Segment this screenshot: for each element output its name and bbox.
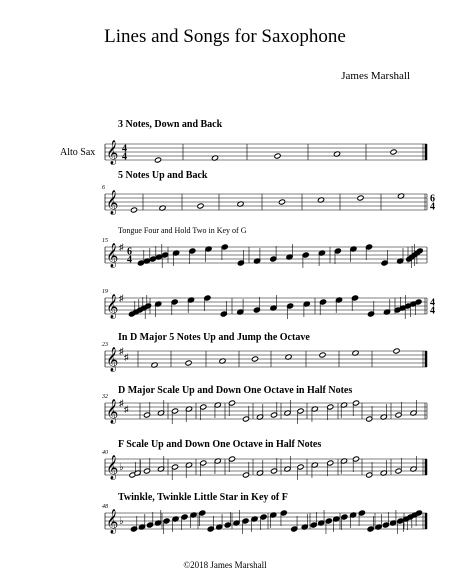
note-head — [130, 526, 137, 532]
section-heading: Twinkle, Twinkle Little Star in Key of F — [118, 492, 288, 503]
note-head — [367, 311, 374, 317]
sharp-icon: ♯ — [124, 352, 129, 362]
note-head — [228, 456, 235, 462]
note-head — [327, 460, 334, 466]
note-head — [366, 416, 373, 422]
treble-clef-icon: 𝄞 — [106, 140, 119, 164]
note-head — [341, 514, 348, 520]
note-head — [416, 248, 423, 254]
note-head — [207, 526, 214, 532]
note-head — [325, 518, 332, 524]
time-signature-bottom: 4 — [127, 254, 132, 266]
note-head — [297, 408, 304, 414]
note-head — [352, 456, 359, 462]
note-head — [365, 244, 372, 250]
note-head — [274, 153, 281, 159]
time-signature-bottom: 4 — [430, 201, 435, 213]
note-head — [171, 299, 178, 305]
time-signature-top: 4 — [430, 297, 435, 309]
note-head — [143, 468, 150, 474]
measure-number: 6 — [102, 185, 105, 191]
note-head — [270, 412, 277, 418]
score-title: Lines and Songs for Saxophone — [104, 26, 346, 47]
note-head — [415, 299, 422, 305]
note-head — [220, 311, 227, 317]
note-head — [242, 416, 249, 422]
note-head — [278, 199, 285, 205]
note-head — [144, 303, 151, 309]
note-head — [358, 510, 365, 516]
note-head — [327, 404, 334, 410]
section-heading: D Major Scale Up and Down One Octave in Half Notes — [118, 385, 353, 396]
flat-icon: ♭ — [119, 462, 124, 473]
instrument-label: Alto Sax — [60, 147, 96, 158]
note-head — [149, 256, 156, 262]
note-head — [395, 412, 402, 418]
note-head — [390, 149, 397, 155]
treble-clef-icon: 𝄞 — [106, 399, 119, 423]
note-head — [395, 468, 402, 474]
note-head — [253, 307, 260, 313]
section-heading: In D Major 5 Notes Up and Jump the Octave — [118, 332, 310, 343]
time-signature-top: 6 — [430, 193, 435, 205]
measure-number: 32 — [102, 394, 108, 400]
note-head — [381, 260, 388, 266]
composer-name: James Marshall — [341, 70, 410, 82]
note-head — [287, 303, 294, 309]
sharp-icon: ♯ — [119, 398, 124, 408]
note-head — [137, 260, 144, 266]
note-head — [199, 510, 206, 516]
note-head — [242, 472, 249, 478]
treble-clef-icon: 𝄞 — [106, 294, 119, 318]
note-head — [291, 526, 298, 532]
time-signature-top: 4 — [122, 143, 127, 155]
note-head — [189, 248, 196, 254]
time-signature-bottom: 4 — [122, 151, 127, 163]
treble-clef-icon: 𝄞 — [106, 509, 119, 533]
note-head — [260, 514, 267, 520]
note-head — [181, 514, 188, 520]
note-head — [200, 404, 207, 410]
note-head — [130, 207, 137, 213]
note-head — [357, 195, 364, 201]
sharp-icon: ♯ — [119, 293, 124, 303]
note-head — [382, 522, 389, 528]
sharp-icon: ♯ — [124, 404, 129, 414]
note-head — [146, 522, 153, 528]
note-head — [270, 256, 277, 262]
note-head — [242, 518, 249, 524]
note-head — [251, 356, 258, 362]
sharp-icon: ♯ — [119, 242, 124, 252]
note-head — [415, 510, 422, 516]
note-head — [319, 352, 326, 358]
note-head — [163, 518, 170, 524]
measure-number: 15 — [102, 238, 108, 244]
note-head — [171, 408, 178, 414]
flat-icon: ♭ — [119, 516, 124, 527]
note-head — [270, 468, 277, 474]
note-head — [237, 260, 244, 266]
note-head — [319, 299, 326, 305]
note-head — [221, 244, 228, 250]
note-head — [302, 252, 309, 258]
note-head — [154, 157, 161, 163]
note-head — [352, 400, 359, 406]
time-signature-top: 6 — [127, 246, 132, 258]
note-head — [224, 522, 231, 528]
copyright-footer: ©2018 James Marshall — [183, 560, 267, 570]
measure-number: 23 — [102, 342, 108, 348]
note-head — [334, 248, 341, 254]
note-head — [185, 360, 192, 366]
note-head — [197, 203, 204, 209]
note-head — [367, 526, 374, 532]
section-heading: 3 Notes, Down and Back — [118, 119, 223, 130]
section-heading: 5 Notes Up and Back — [118, 170, 208, 181]
treble-clef-icon: 𝄞 — [106, 347, 119, 371]
section-heading: F Scale Up and Down One Octave in Half Notes — [118, 439, 322, 450]
note-head — [297, 464, 304, 470]
measure-number: 40 — [102, 450, 108, 456]
treble-clef-icon: 𝄞 — [106, 455, 119, 479]
note-head — [161, 252, 168, 258]
note-head — [204, 295, 211, 301]
time-signature-bottom: 4 — [430, 305, 435, 317]
treble-clef-icon: 𝄞 — [106, 243, 119, 267]
note-head — [366, 472, 373, 478]
measure-number: 19 — [102, 289, 108, 295]
note-head — [393, 348, 400, 354]
note-head — [171, 464, 178, 470]
section-heading: Tongue Four and Hold Two in Key of G — [118, 226, 247, 235]
note-head — [228, 400, 235, 406]
sharp-icon: ♯ — [119, 346, 124, 356]
measure-number: 48 — [102, 504, 108, 510]
treble-clef-icon: 𝄞 — [106, 190, 119, 214]
note-head — [143, 412, 150, 418]
note-head — [351, 295, 358, 301]
note-head — [310, 522, 317, 528]
note-head — [280, 510, 287, 516]
note-head — [200, 460, 207, 466]
